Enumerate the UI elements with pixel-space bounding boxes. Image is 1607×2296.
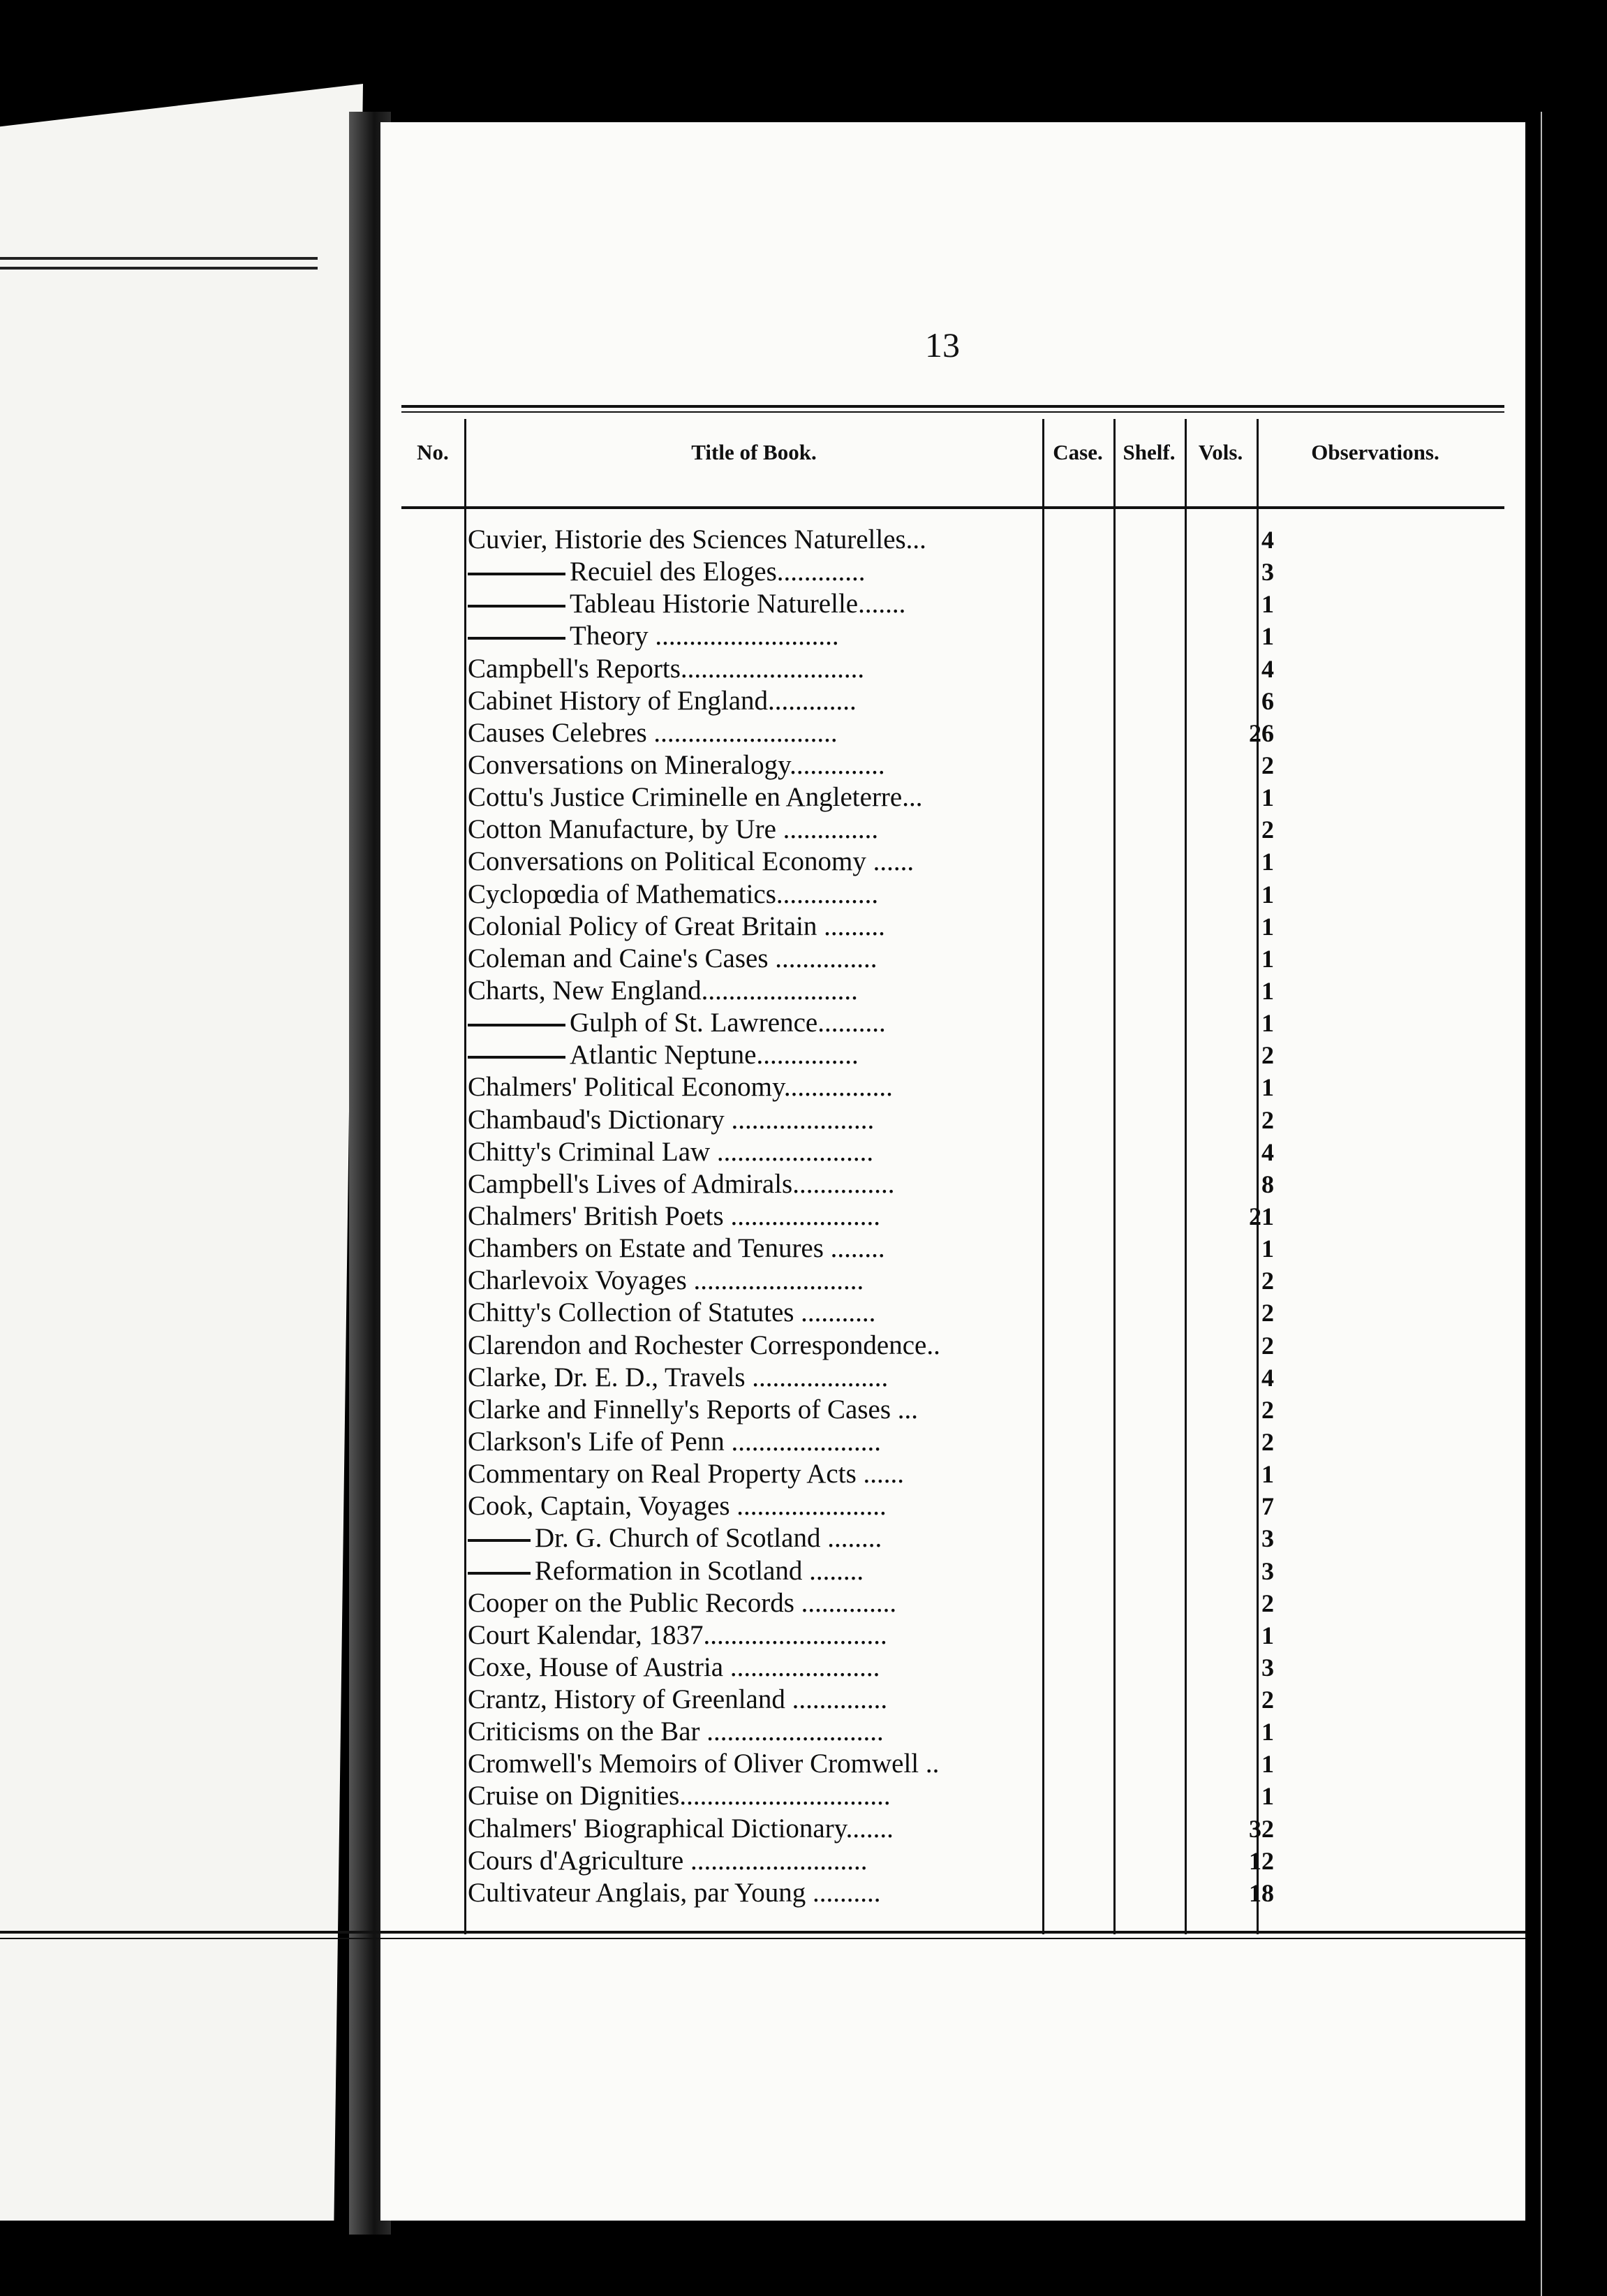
book-title: Gulph of St. Lawrence.......... (570, 1008, 886, 1038)
table-row (468, 685, 1494, 717)
vols-cell: 1 (1261, 944, 1274, 973)
table-row (468, 1426, 1494, 1458)
ditto-dash (468, 1572, 531, 1575)
table-row (468, 1362, 1494, 1394)
book-title-cell (468, 1619, 1068, 1651)
vols-cell: 1 (1261, 1750, 1274, 1779)
vols-cell: 1 (1261, 848, 1274, 876)
book-title-cell (468, 1136, 1068, 1168)
ditto-dash (468, 637, 565, 640)
vols-cell: 1 (1261, 1782, 1274, 1811)
header-bottom-rule (401, 506, 1504, 509)
book-title-cell (468, 1748, 1068, 1780)
table-row (468, 781, 1494, 814)
vols-cell: 2 (1261, 1427, 1274, 1456)
vols-cell: 2 (1261, 1267, 1274, 1295)
book-title: Charlevoix Voyages ......................... (468, 1265, 864, 1296)
book-title-cell (468, 1039, 1068, 1071)
book-title: Chalmers' Biographical Dictionary....... (468, 1813, 894, 1844)
book-title: Conversations on Political Economy ...... (468, 846, 914, 877)
book-title-cell (468, 1877, 1068, 1909)
table-row (468, 1458, 1494, 1490)
column-divider (464, 419, 466, 1934)
ditto-dash (468, 605, 565, 608)
vols-cell: 26 (1249, 719, 1274, 747)
book-title-cell (468, 943, 1068, 975)
vols-cell: 2 (1261, 751, 1274, 779)
vols-cell: 3 (1261, 558, 1274, 587)
book-title-cell (468, 1490, 1068, 1522)
page-edge-line (1541, 112, 1542, 2296)
book-title-cell (468, 749, 1068, 781)
table-row (468, 1748, 1494, 1780)
book-title: Chambaud's Dictionary ..................... (468, 1104, 875, 1135)
table-row (468, 1716, 1494, 1748)
column-header-case: Case. (1053, 440, 1103, 464)
vols-cell: 2 (1261, 1686, 1274, 1714)
vols-cell: 1 (1261, 1235, 1274, 1263)
book-title-cell (468, 1330, 1068, 1362)
table-row (468, 1813, 1494, 1845)
book-title-cell (468, 1716, 1068, 1748)
ditto-dash (468, 1024, 565, 1026)
book-title: Colonial Policy of Great Britain ......... (468, 911, 885, 941)
book-title: Court Kalendar, 1837........................... (468, 1619, 887, 1650)
book-title: Cottu's Justice Criminelle en Angleterre... (468, 782, 923, 813)
table-row (468, 1684, 1494, 1716)
table-row (468, 588, 1494, 620)
book-title-cell (468, 1200, 1068, 1232)
book-title: Chitty's Collection of Statutes ........... (468, 1297, 876, 1328)
book-title-cell (468, 911, 1068, 943)
book-title-cell (468, 1458, 1068, 1490)
table-row (468, 911, 1494, 943)
table-row (468, 1071, 1494, 1103)
table-row (468, 1587, 1494, 1619)
book-title: Tableau Historie Naturelle....... (570, 589, 906, 619)
table-row (468, 1330, 1494, 1362)
book-title: Theory ........................... (570, 621, 839, 652)
vols-cell: 2 (1261, 1105, 1274, 1134)
page-number: 13 (925, 325, 960, 365)
book-title-cell (468, 975, 1068, 1007)
book-title-cell (468, 1845, 1068, 1877)
vols-cell: 4 (1261, 1363, 1274, 1392)
vols-cell: 2 (1261, 1299, 1274, 1327)
header-top-rule (401, 411, 1504, 413)
book-title-cell (468, 524, 1068, 556)
table-row (468, 1168, 1494, 1200)
header-top-rule (401, 405, 1504, 408)
table-row (468, 878, 1494, 911)
table-row (468, 1200, 1494, 1232)
book-list (468, 524, 1494, 1909)
vols-cell: 2 (1261, 1331, 1274, 1360)
facing-page-rule (0, 267, 318, 270)
vols-cell: 1 (1261, 622, 1274, 651)
table-row (468, 1780, 1494, 1812)
book-title: Criticisms on the Bar .......................... (468, 1716, 884, 1747)
book-title: Cooper on the Public Records .............. (468, 1587, 897, 1618)
book-title: Clarke and Finnelly's Reports of Cases ... (468, 1394, 919, 1425)
scan-border (1525, 112, 1607, 2296)
book-title-cell (468, 717, 1068, 749)
book-title: Cruise on Dignities............................... (468, 1781, 891, 1811)
vols-cell: 4 (1261, 526, 1274, 554)
column-header-shelf: Shelf. (1123, 440, 1176, 464)
ditto-dash (468, 1539, 531, 1542)
book-title: Chitty's Criminal Law ....................... (468, 1136, 874, 1167)
ditto-dash (468, 573, 565, 575)
book-title-cell (468, 620, 1068, 652)
table-row (468, 1651, 1494, 1684)
book-title: Clarke, Dr. E. D., Travels .................... (468, 1362, 889, 1392)
book-title: Cromwell's Memoirs of Oliver Cromwell .. (468, 1749, 940, 1779)
book-title: Dr. G. Church of Scotland ........ (535, 1523, 882, 1554)
vols-cell: 1 (1261, 1621, 1274, 1649)
vols-cell: 1 (1261, 912, 1274, 941)
book-title: Cabinet History of England............. (468, 685, 857, 716)
table-row (468, 620, 1494, 652)
book-title: Campbell's Reports........................... (468, 653, 865, 684)
table-row (468, 1104, 1494, 1136)
table-row (468, 1297, 1494, 1329)
book-title: Reformation in Scotland ........ (535, 1555, 864, 1586)
table-row (468, 749, 1494, 781)
book-title: Chalmers' British Poets ...................... (468, 1200, 880, 1231)
vols-cell: 3 (1261, 1524, 1274, 1553)
table-row (468, 1619, 1494, 1651)
vols-cell: 4 (1261, 1138, 1274, 1166)
table-row (468, 975, 1494, 1007)
ditto-dash (468, 1056, 565, 1059)
book-title-cell (468, 1684, 1068, 1716)
book-title-cell (468, 1232, 1068, 1265)
table-bottom-rule (0, 1938, 1525, 1939)
book-title-cell (468, 1813, 1068, 1845)
book-title: Clarkson's Life of Penn ...................... (468, 1426, 881, 1457)
book-title: Chambers on Estate and Tenures ........ (468, 1233, 885, 1264)
book-title: Coxe, House of Austria ...................... (468, 1651, 880, 1682)
vols-cell: 7 (1261, 1492, 1274, 1521)
book-title: Atlantic Neptune............... (570, 1040, 859, 1070)
book-title-cell (468, 1522, 1068, 1554)
book-title: Commentary on Real Property Acts ...... (468, 1459, 904, 1489)
column-header-observations: Observations. (1311, 440, 1439, 464)
book-title-cell (468, 814, 1068, 846)
facing-page-fragment (0, 84, 363, 2221)
book-title-cell (468, 1587, 1068, 1619)
book-title-cell (468, 588, 1068, 620)
vols-cell: 1 (1261, 1009, 1274, 1038)
column-header-no: No. (417, 440, 449, 464)
book-title-cell (468, 653, 1068, 685)
book-title-cell (468, 1104, 1068, 1136)
table-row (468, 524, 1494, 556)
vols-cell: 8 (1261, 1170, 1274, 1198)
vols-cell: 18 (1249, 1878, 1274, 1907)
table-row (468, 1555, 1494, 1587)
table-row (468, 1877, 1494, 1909)
table-row (468, 1490, 1494, 1522)
ledger-page (380, 122, 1525, 2221)
vols-cell: 6 (1261, 686, 1274, 715)
book-title: Clarendon and Rochester Correspondence.. (468, 1330, 940, 1360)
book-title-cell (468, 781, 1068, 814)
book-title-cell (468, 1168, 1068, 1200)
book-title: Charts, New England....................... (468, 975, 858, 1006)
book-title: Coleman and Caine's Cases ............... (468, 943, 877, 973)
vols-cell: 3 (1261, 1557, 1274, 1585)
book-title: Cotton Manufacture, by Ure .............. (468, 814, 879, 845)
vols-cell: 3 (1261, 1653, 1274, 1681)
table-row (468, 1522, 1494, 1554)
vols-cell: 1 (1261, 783, 1274, 812)
vols-cell: 1 (1261, 880, 1274, 908)
table-row (468, 1265, 1494, 1297)
book-title-cell (468, 1071, 1068, 1103)
vols-cell: 21 (1249, 1202, 1274, 1230)
column-header-title: Title of Book. (691, 440, 817, 464)
book-title: Cuvier, Historie des Sciences Naturelles... (468, 524, 926, 554)
vols-cell: 2 (1261, 1589, 1274, 1617)
book-title-cell (468, 1555, 1068, 1587)
book-title-cell (468, 1265, 1068, 1297)
facing-page-rule (0, 257, 318, 260)
vols-cell: 2 (1261, 1395, 1274, 1424)
table-row (468, 1136, 1494, 1168)
book-title: Chalmers' Political Economy................ (468, 1072, 893, 1103)
vols-cell: 4 (1261, 654, 1274, 683)
book-title-cell (468, 878, 1068, 911)
table-row (468, 1845, 1494, 1877)
vols-cell: 1 (1261, 1073, 1274, 1102)
book-title: Cultivateur Anglais, par Young .......... (468, 1877, 881, 1908)
column-header-vols: Vols. (1198, 440, 1243, 464)
book-title: Crantz, History of Greenland .............. (468, 1684, 888, 1715)
table-row (468, 1039, 1494, 1071)
table-row (468, 1007, 1494, 1039)
table-row (468, 943, 1494, 975)
table-row (468, 1394, 1494, 1426)
book-title: Causes Celebres ........................... (468, 717, 838, 748)
book-title-cell (468, 1362, 1068, 1394)
vols-cell: 1 (1261, 590, 1274, 619)
book-title: Cook, Captain, Voyages ...................... (468, 1491, 887, 1522)
vols-cell: 1 (1261, 976, 1274, 1005)
book-title: Campbell's Lives of Admirals............... (468, 1168, 895, 1199)
book-title-cell (468, 556, 1068, 588)
book-title-cell (468, 685, 1068, 717)
table-row (468, 717, 1494, 749)
table-row (468, 846, 1494, 878)
book-title: Recuiel des Eloges............. (570, 557, 866, 587)
vols-cell: 2 (1261, 1041, 1274, 1070)
table-row (468, 556, 1494, 588)
table-row (468, 1232, 1494, 1265)
book-title-cell (468, 1651, 1068, 1684)
book-title-cell (468, 1394, 1068, 1426)
table-row (468, 653, 1494, 685)
book-title-cell (468, 846, 1068, 878)
vols-cell: 12 (1249, 1846, 1274, 1875)
book-title: Conversations on Mineralogy.............. (468, 749, 885, 780)
table-bottom-rule (0, 1931, 1525, 1934)
vols-cell: 32 (1249, 1814, 1274, 1843)
book-title-cell (468, 1297, 1068, 1329)
book-title-cell (468, 1007, 1068, 1039)
vols-cell: 1 (1261, 1718, 1274, 1746)
vols-cell: 2 (1261, 816, 1274, 844)
book-title: Cours d'Agriculture .......................... (468, 1845, 868, 1876)
book-title: Cyclopœdia of Mathematics............... (468, 878, 879, 909)
table-row (468, 814, 1494, 846)
vols-cell: 1 (1261, 1460, 1274, 1489)
book-title-cell (468, 1780, 1068, 1812)
book-title-cell (468, 1426, 1068, 1458)
